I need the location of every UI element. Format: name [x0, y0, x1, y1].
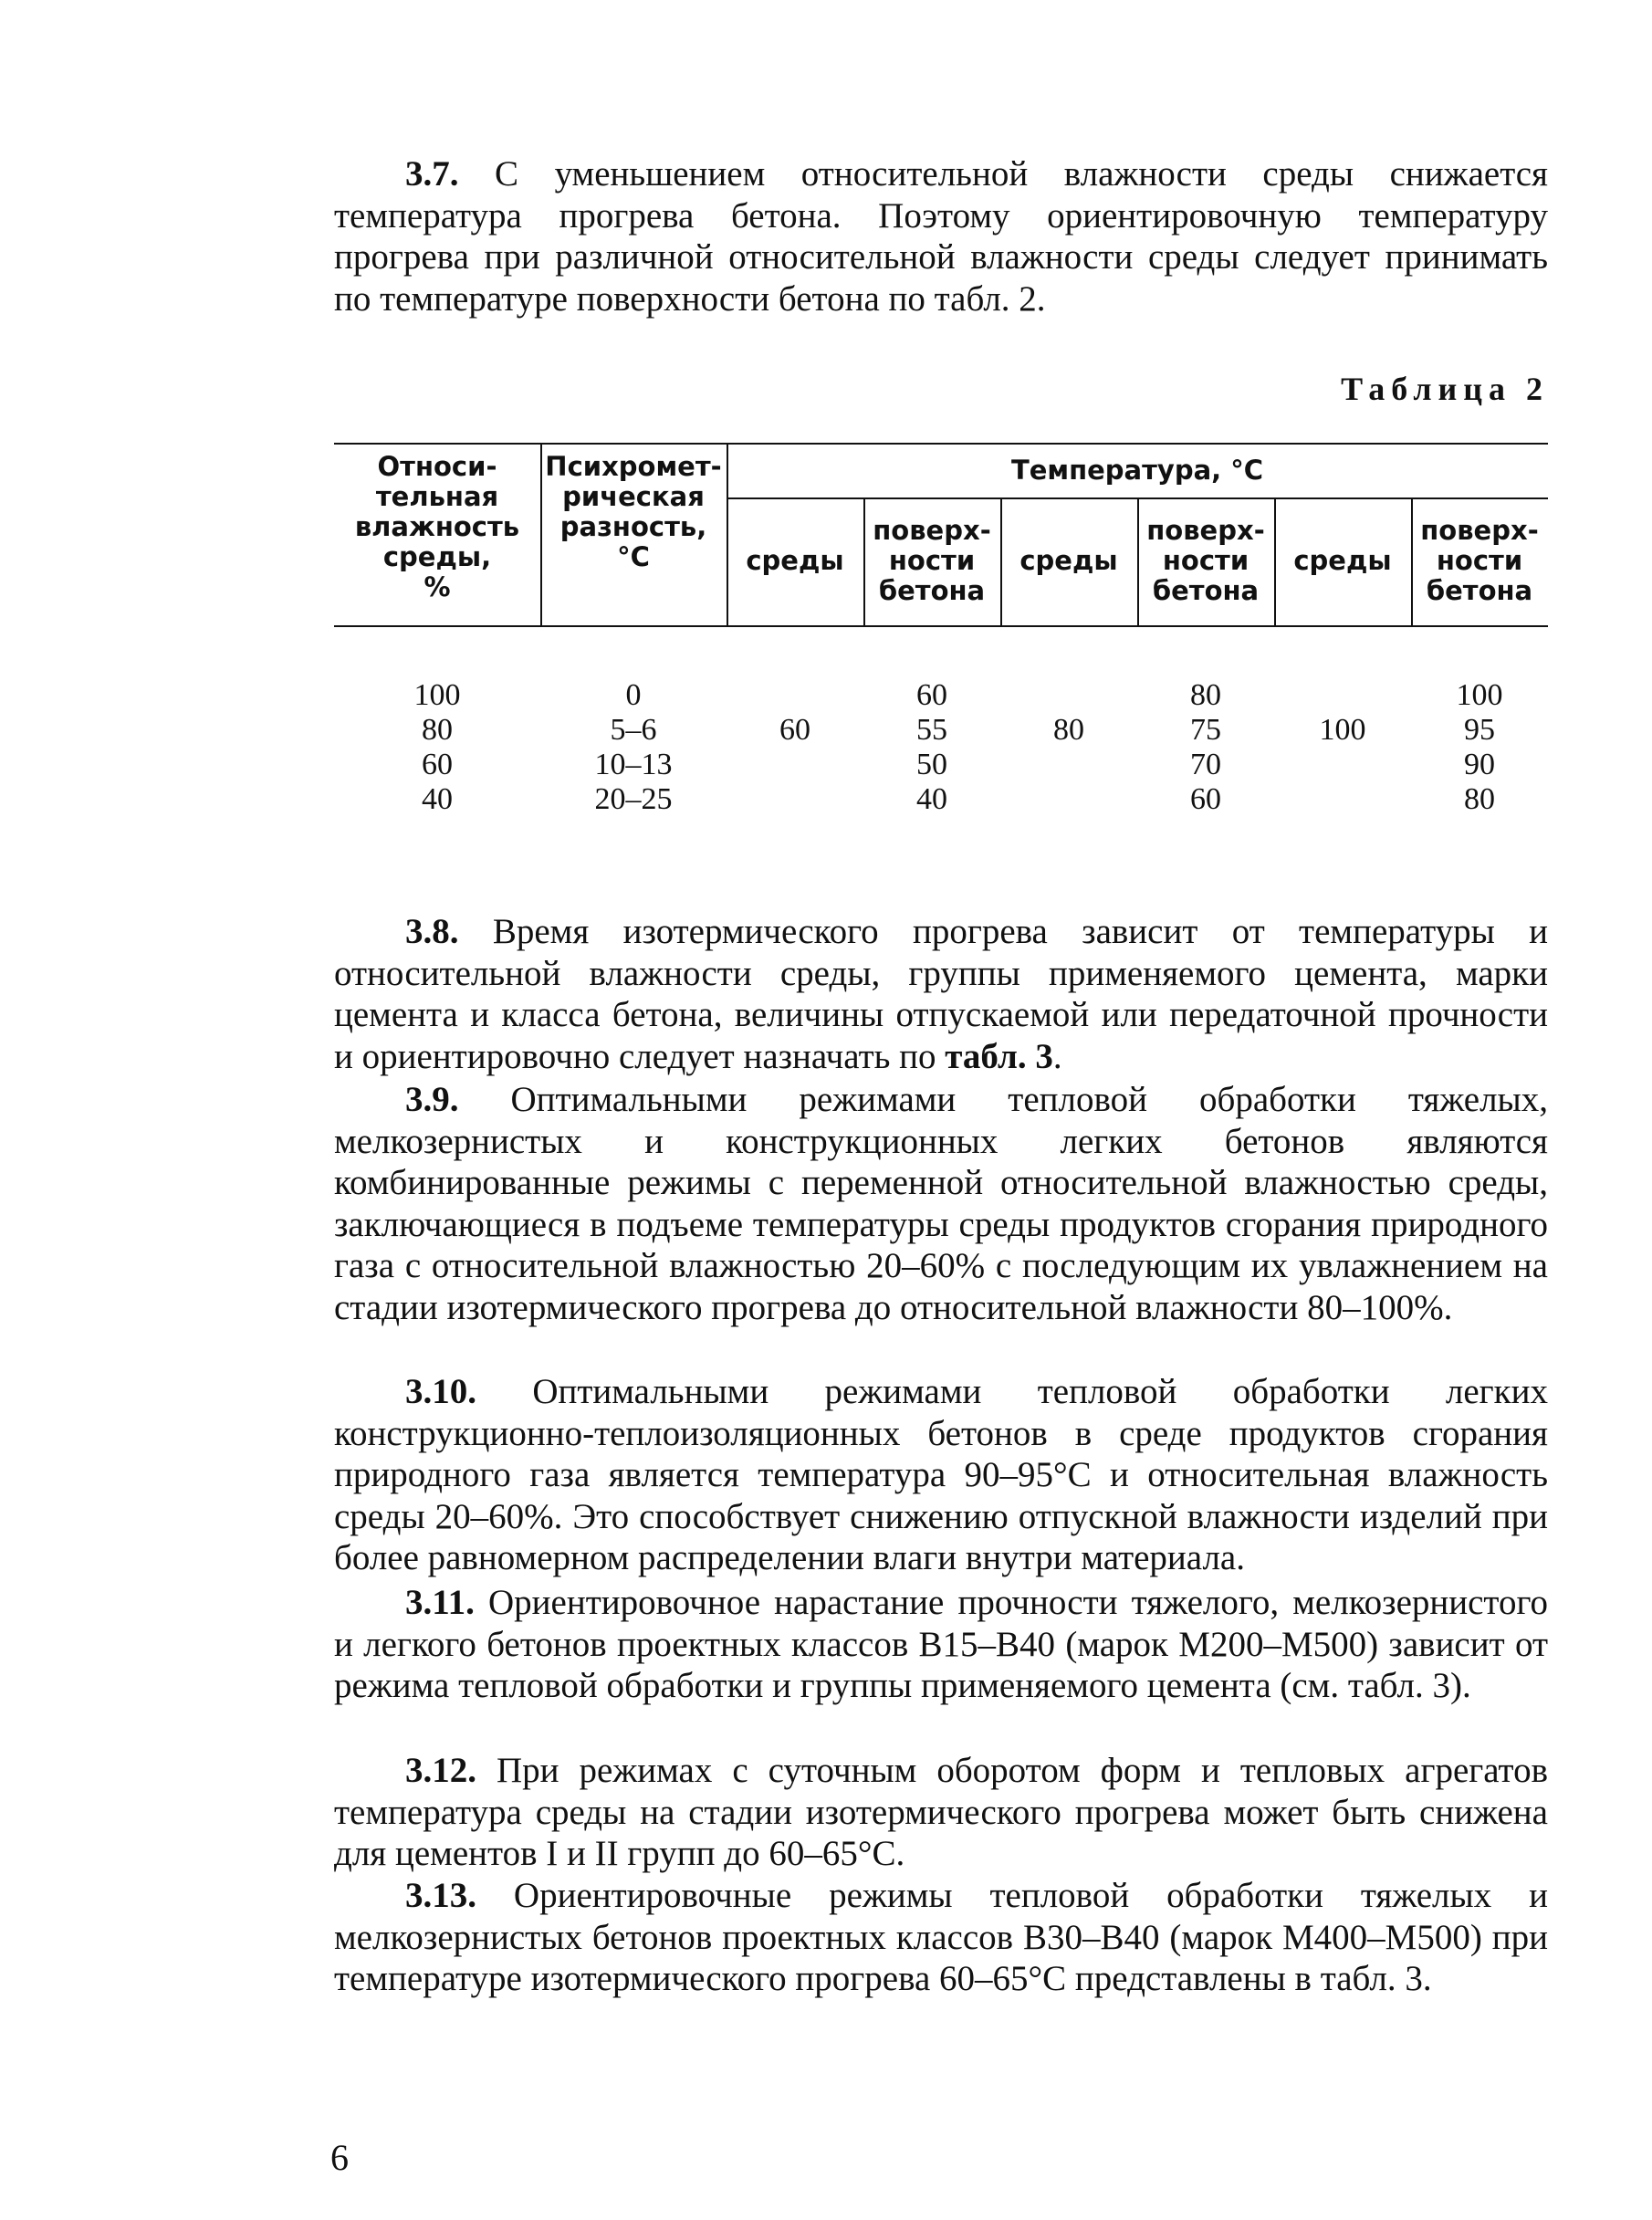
table-caption: Таблица 2	[1341, 371, 1549, 407]
header-humidity: Относи- тельная влажность среды, %	[354, 451, 520, 602]
header-surface-1: поверх- ности бетона	[873, 515, 991, 606]
table-cell: 0	[625, 678, 642, 712]
table-cell: 40	[916, 782, 947, 816]
header-psychrometric: Психромет- рическая разность, °С	[545, 451, 722, 572]
header-medium-3: среды	[1293, 545, 1392, 576]
table-cell: 100	[413, 678, 461, 712]
column-surface-2	[1137, 678, 1274, 817]
table-cell: 80	[422, 713, 453, 747]
page-number: 6	[330, 2137, 349, 2178]
table-cell: 70	[1190, 748, 1221, 781]
paragraph-3-12: 3.12. При режимах с суточным оборотом форм и тепловых агрегатов температура среды на стадии изотермического прогрева может быть снижена для цементов I и II групп до 60–65°С.	[334, 1751, 1548, 1873]
paragraph-3-13: 3.13. Ориентировочные режимы тепловой обработки тяжелых и мелкозернистых бетонов проектных классов В30–В40 (марок М400–М500) при температуре изотермического прогрева 60–65°С представлены в табл. 3.	[334, 1876, 1548, 1998]
column-psychrometric	[540, 678, 727, 817]
paragraph-3-10: 3.10. Оптимальными режимами тепловой обработки легких конструкционно-теплоизоляционных бетонов в среде продуктов сгорания природного газа является температура 90–95°С и относительная влажность среды 20–60%. Это способствует снижению отпускной влажности изделий при более равномерном распределении влаги внутри материала.	[334, 1372, 1548, 1577]
table-cell: 80	[1190, 678, 1221, 712]
table-cell: 95	[1464, 713, 1495, 747]
table-cell: 100	[1456, 678, 1503, 712]
table-top-rule	[334, 443, 1548, 445]
header-temperature: Температура, °С	[1010, 455, 1264, 486]
column-surface-1	[863, 678, 1000, 817]
paragraph-3-7: 3.7. С уменьшением относительной влажности среды снижается температура прогрева бетона. Поэтому ориентировочную температуру прогрева при различной относительной влажности среды следует принимать по температуре поверхности бетона по табл. 2.	[334, 154, 1548, 319]
table-cell: 60	[422, 748, 453, 781]
medium-value-2: 80	[1053, 713, 1084, 747]
column-humidity	[334, 678, 540, 817]
table-cell: 10–13	[594, 748, 673, 781]
table-cell: 40	[422, 782, 453, 816]
table-header-bottom-rule	[334, 625, 1548, 627]
paragraph-3-11: 3.11. Ориентировочное нарастание прочности тяжелого, мелкозернистого и легкого бетонов проектных классов В15–В40 (марок М200–М500) зависит от режима тепловой обработки и группы применяемого цемента (см. табл. 3).	[334, 1583, 1548, 1705]
column-surface-3	[1411, 678, 1548, 817]
paragraph-3-8: 3.8. Время изотермического прогрева зависит от температуры и относительной влажности среды, группы применяемого цемента, марки цемента и класса бетона, величины отпускаемой или передаточной прочности и ориентировочно следует назначать по табл. 3.	[334, 912, 1548, 1076]
table-cell: 55	[916, 713, 947, 747]
paragraph-3-9: 3.9. Оптимальными режимами тепловой обработки тяжелых, мелкозернистых и конструкционных легких бетонов являются комбинированные режимы с переменной относительной влажностью среды, заключающиеся в подъеме температуры среды продуктов сгорания природного газа с относительной влажностью 20–60% с последующим их увлажнением на стадии изотермического прогрева до относительной влажности 80–100%.	[334, 1080, 1548, 1327]
table-cell: 50	[916, 748, 947, 781]
table-cell: 60	[1190, 782, 1221, 816]
table-cell: 20–25	[594, 782, 673, 816]
table-cell: 75	[1190, 713, 1221, 747]
table-cell: 5–6	[610, 713, 657, 747]
header-surface-2: поверх- ности бетона	[1146, 515, 1265, 606]
header-surface-3: поверх- ности бетона	[1420, 515, 1539, 606]
header-medium-1: среды	[746, 545, 844, 576]
medium-value-1: 60	[779, 713, 810, 747]
header-medium-2: среды	[1019, 545, 1118, 576]
table-cell: 80	[1464, 782, 1495, 816]
table-cell: 90	[1464, 748, 1495, 781]
table-cell: 60	[916, 678, 947, 712]
medium-value-3: 100	[1319, 713, 1366, 747]
